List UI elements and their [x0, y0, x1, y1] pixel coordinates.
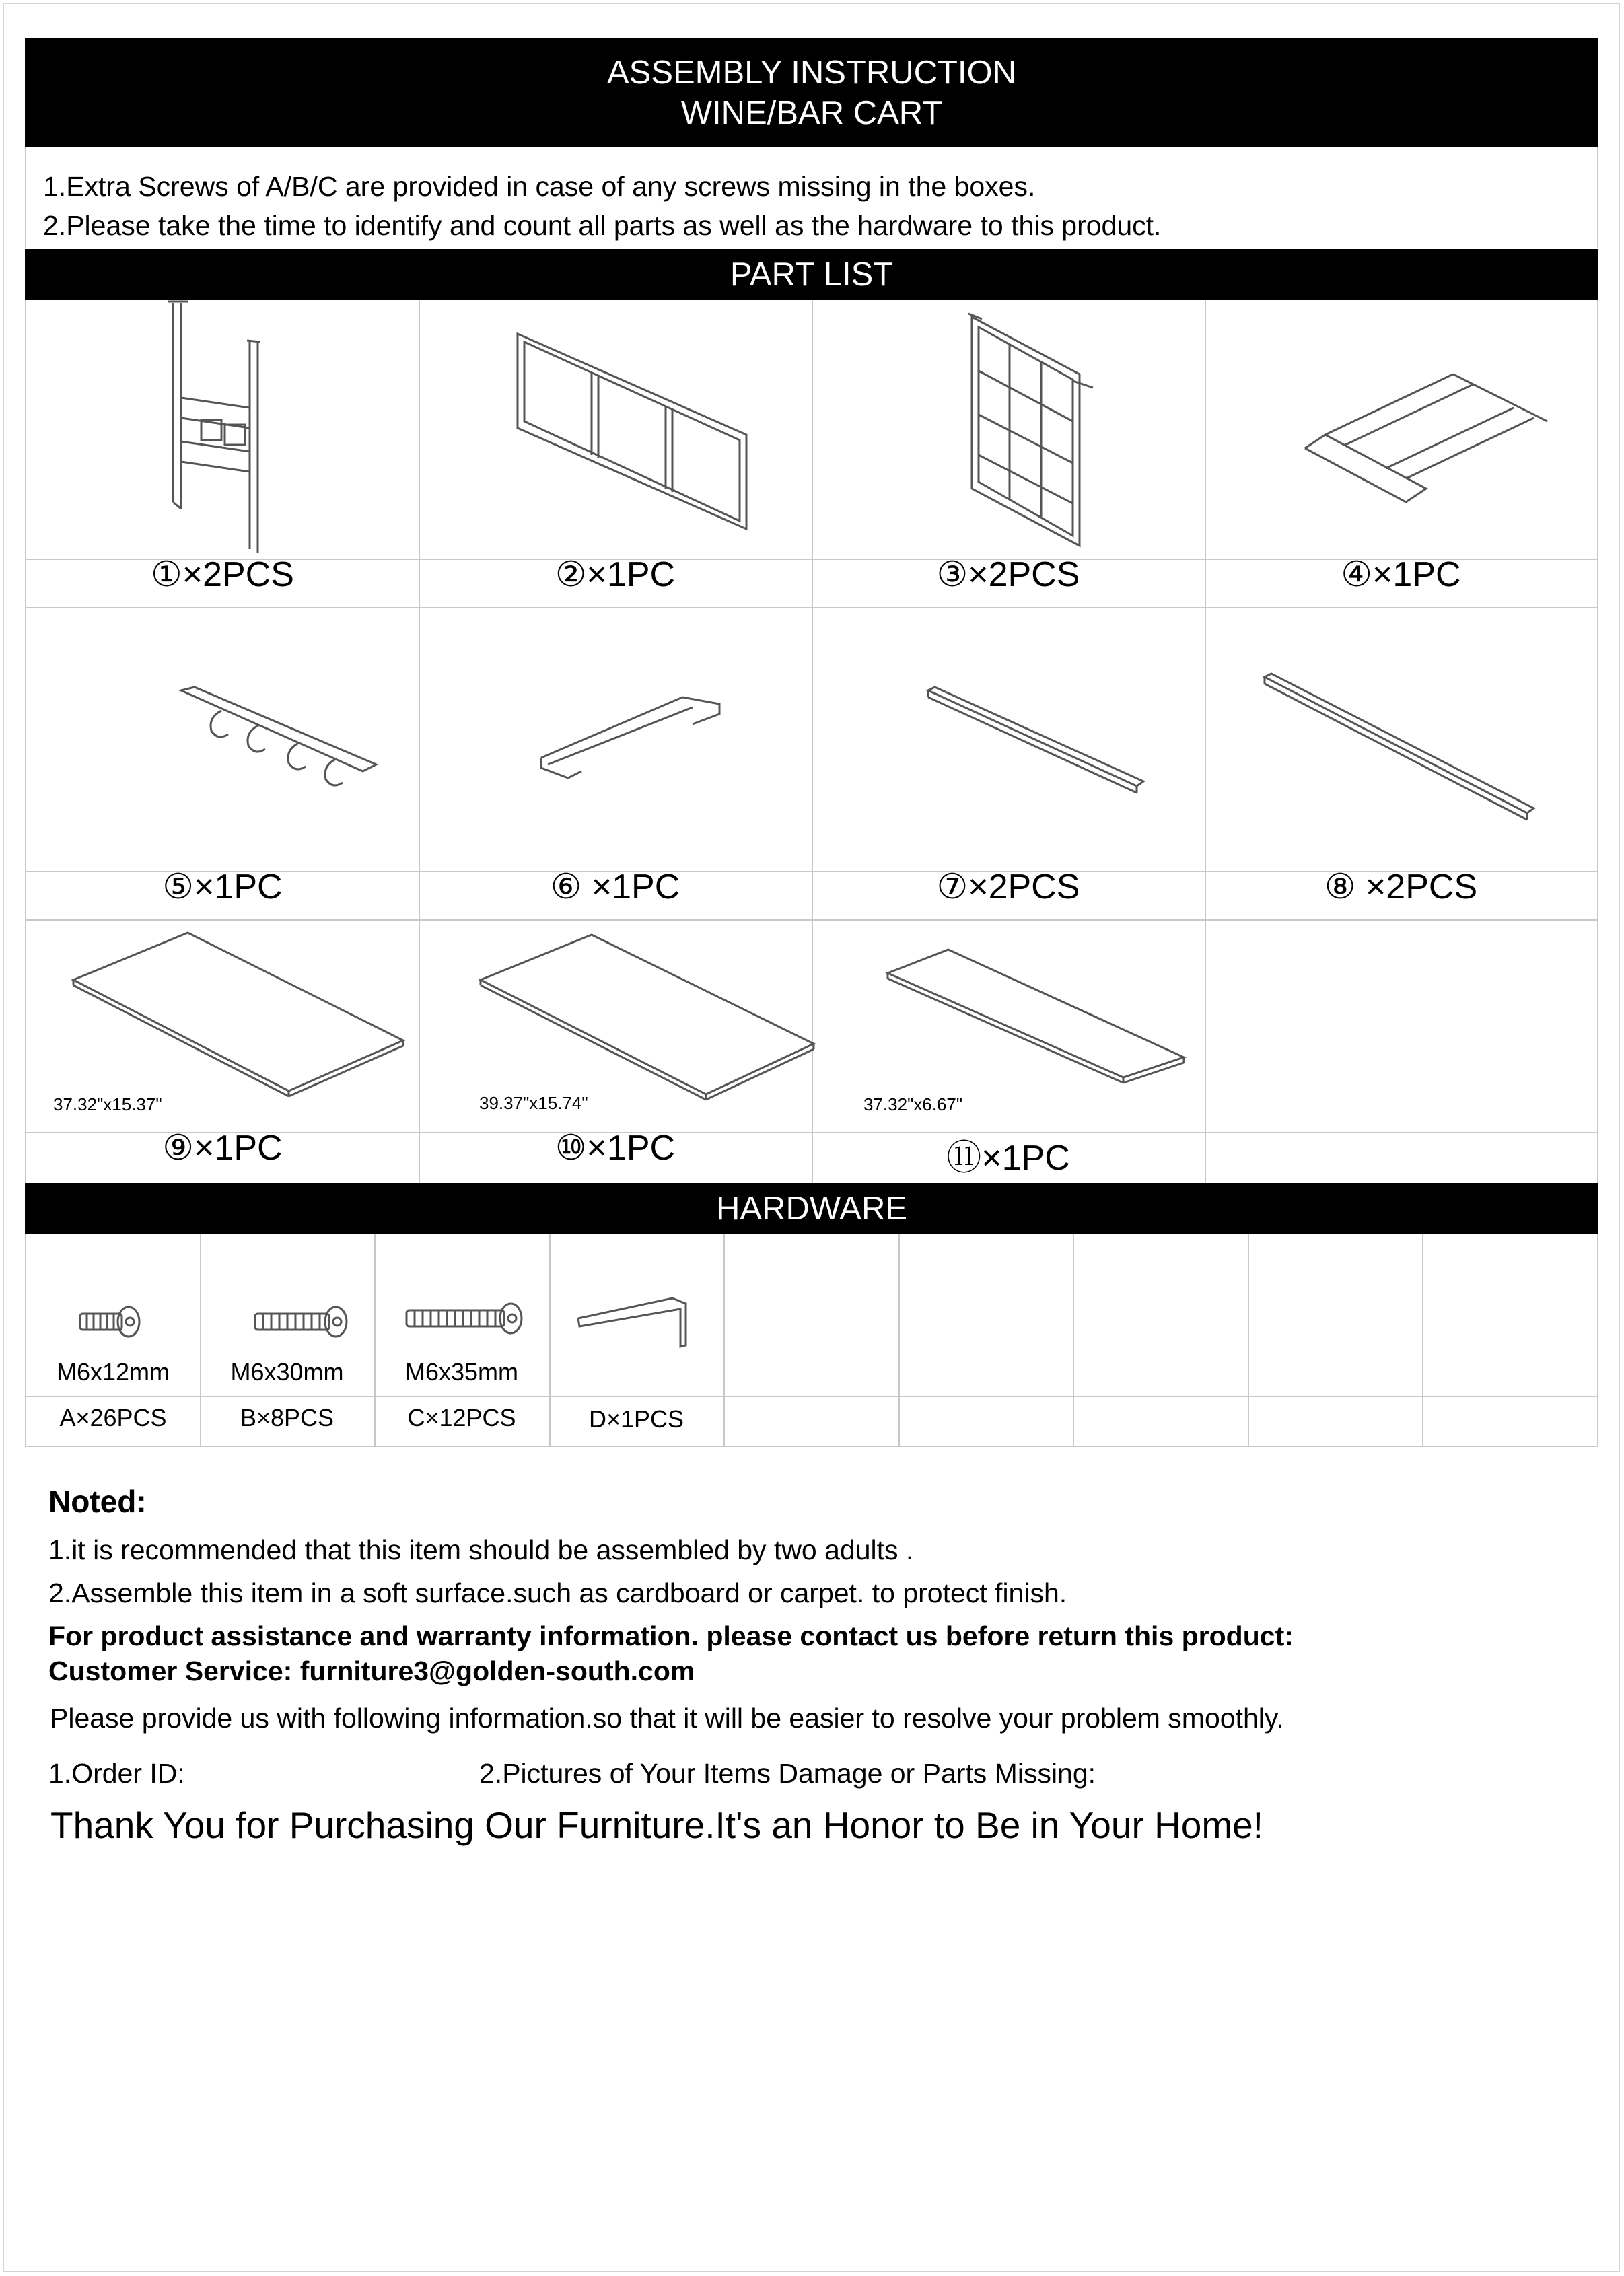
- back-panel-icon: [511, 327, 753, 542]
- note-line-2: 2.Assemble this item in a soft surface.such as cardboard or carpet. to protect finish.: [48, 1577, 1067, 1608]
- part-7-qty: ⑦×2PCS: [936, 867, 1080, 906]
- shelf-board-9-icon: [67, 926, 417, 1101]
- document-header: [25, 38, 1598, 147]
- intro-line-2: 2.Please take the time to identify and count all parts as well as the hardware to this product.: [43, 210, 1162, 241]
- pictures-label: 2.Pictures of Your Items Damage or Parts Missing:: [479, 1758, 1096, 1789]
- allen-key-icon: [571, 1291, 699, 1352]
- part-6-qty: ⑥ ×1PC: [550, 867, 680, 906]
- thank-you-message: Thank You for Purchasing Our Furniture.It's an Honor to Be in Your Home!: [50, 1804, 1264, 1846]
- customer-service-email: Customer Service: furniture3@golden-south.com: [48, 1656, 695, 1686]
- glass-rack-icon: [528, 684, 730, 791]
- part-4-qty: ④×1PC: [1341, 555, 1461, 594]
- bottle-rack-icon: [1298, 367, 1554, 502]
- part-11-qty: ⑪×1PC: [946, 1139, 1070, 1178]
- header-subtitle: WINE/BAR CART: [680, 95, 943, 131]
- hardware-a-size: M6x12mm: [56, 1358, 170, 1386]
- intro-notes: [25, 147, 1598, 248]
- part-2-qty: ②×1PC: [555, 555, 676, 594]
- part-9-dimensions: 37.32"x15.37": [53, 1094, 162, 1114]
- part-list-grid: [25, 300, 1598, 1183]
- hardware-d-qty: D×1PCS: [588, 1405, 684, 1433]
- hardware-b-size: M6x30mm: [230, 1358, 344, 1386]
- shelf-board-10-icon: [474, 929, 824, 1104]
- part-10-dimensions: 39.37"x15.74": [479, 1093, 588, 1113]
- short-bar-icon: [921, 684, 1150, 798]
- part-3-qty: ③×2PCS: [936, 555, 1080, 594]
- hardware-a-qty: A×26PCS: [59, 1404, 167, 1431]
- order-id-label: 1.Order ID:: [48, 1758, 185, 1789]
- hardware-header: HARDWARE: [25, 1183, 1598, 1234]
- screw-medium-icon: [248, 1302, 356, 1342]
- hardware-c-qty: C×12PCS: [407, 1404, 516, 1431]
- noted-title: Noted:: [48, 1484, 147, 1519]
- long-bar-icon: [1258, 670, 1541, 825]
- part-list-header: PART LIST: [25, 249, 1598, 300]
- grid-panel-icon: [965, 314, 1100, 556]
- part-11-dimensions: 37.32"x6.67": [863, 1094, 963, 1114]
- provide-info-text: Please provide us with following information.so that it will be easier to resolve your problem smoothly.: [50, 1703, 1284, 1734]
- screw-long-icon: [400, 1298, 534, 1339]
- screw-short-icon: [73, 1302, 154, 1342]
- part-10-qty: ⑩×1PC: [555, 1129, 676, 1168]
- note-line-1: 1.it is recommended that this item should be assembled by two adults .: [48, 1534, 914, 1565]
- intro-line-1: 1.Extra Screws of A/B/C are provided in case of any screws missing in the boxes.: [43, 171, 1036, 202]
- frame-side-icon: [147, 300, 322, 556]
- header-title: ASSEMBLY INSTRUCTION: [606, 55, 1017, 91]
- hardware-b-qty: B×8PCS: [240, 1404, 334, 1431]
- assistance-text: For product assistance and warranty information. please contact us before return this product:: [48, 1621, 1294, 1651]
- part-9-qty: ⑨×1PC: [162, 1129, 283, 1168]
- part-1-qty: ①×2PCS: [151, 555, 294, 594]
- part-5-qty: ⑤×1PC: [162, 867, 283, 906]
- hardware-grid: [25, 1234, 1598, 1447]
- narrow-board-icon: [881, 946, 1191, 1081]
- part-8-qty: ⑧ ×2PCS: [1324, 867, 1478, 906]
- hardware-c-size: M6x35mm: [404, 1358, 519, 1386]
- hook-rail-icon: [174, 684, 390, 791]
